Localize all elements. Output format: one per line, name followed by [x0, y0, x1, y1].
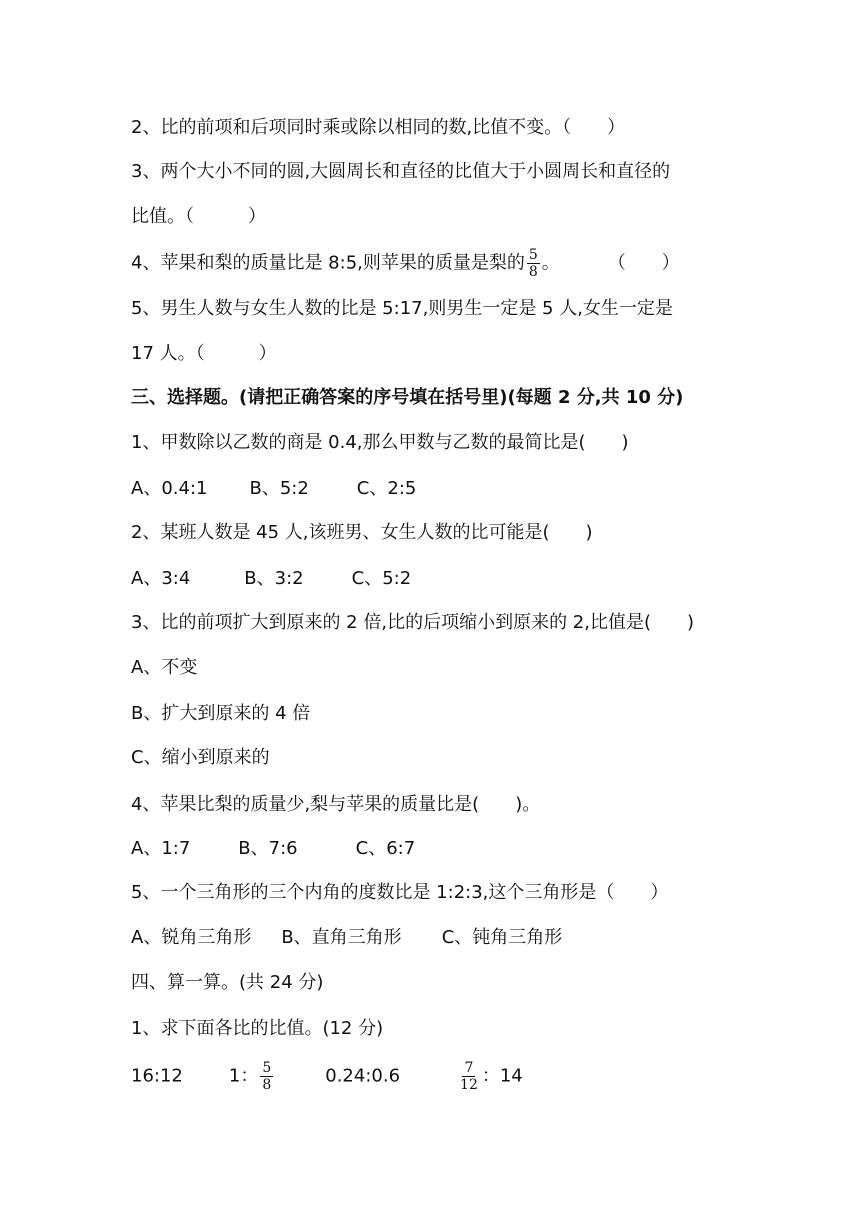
option-b: B、5:2: [249, 478, 309, 499]
option-a: A、不变: [131, 657, 198, 678]
option-a: A、1:7: [131, 838, 191, 859]
fraction-numerator: 7: [464, 1060, 474, 1076]
option-b: B、7:6: [238, 838, 298, 859]
fraction-denominator: 8: [528, 264, 538, 280]
question-3-5-options: [131, 925, 562, 951]
question-2-5-line2: 17 人。（ ）: [131, 343, 277, 364]
option-a: A、锐角三角形: [131, 927, 252, 948]
question-2-4-text: 4、苹果和梨的质量比是 8:5,则苹果的质量是梨的: [131, 252, 525, 274]
fraction-numerator: 5: [528, 247, 538, 263]
option-a: A、3:4: [131, 568, 191, 589]
question-3-3: 3、比的前项扩大到原来的 2 倍,比的后项缩小到原来的 2,比值是( ): [131, 612, 695, 633]
ratio-3: 0.24:0.6: [325, 1065, 401, 1087]
question-2-3-line1: 3、两个大小不同的圆,大圆周长和直径的比值大于小圆周长和直径的: [131, 161, 671, 182]
option-c: C、6:7: [355, 838, 416, 859]
question-2-5-line1: 5、男生人数与女生人数的比是 5:17,则男生一定是 5 人,女生一定是: [131, 298, 673, 319]
ratio-row: [131, 1060, 523, 1093]
question-3-2-options: [131, 566, 411, 592]
fraction-denominator: 8: [262, 1077, 272, 1093]
question-3-5: 5、一个三角形的三个内角的度数比是 1:2:3,这个三角形是（ ）: [131, 882, 669, 903]
option-b: B、直角三角形: [281, 927, 402, 948]
ratio-1: 16:12: [131, 1065, 183, 1087]
question-2-2: 2、比的前项和后项同时乘或除以相同的数,比值不变。（ ）: [131, 117, 626, 138]
option-a: A、0.4:1: [131, 478, 208, 499]
ratio-2-prefix: 1：: [228, 1065, 259, 1087]
question-2-4-tail: 。: [541, 252, 560, 274]
fraction-5-8: [527, 247, 540, 280]
option-b: B、扩大到原来的 4 倍: [131, 703, 311, 724]
section-4-heading: 四、算一算。(共 24 分): [131, 972, 324, 993]
answer-parentheses: （ ）: [607, 252, 680, 274]
option-b: B、3:2: [244, 568, 304, 589]
question-3-2: 2、某班人数是 45 人,该班男、女生人数的比可能是( ): [131, 522, 593, 543]
ratio-4-suffix: ：14: [481, 1065, 523, 1087]
question-4-1: 1、求下面各比的比值。(12 分): [131, 1018, 384, 1039]
option-c: C、缩小到原来的: [131, 747, 270, 768]
question-3-1: 1、甲数除以乙数的商是 0.4,那么甲数与乙数的最简比是( ): [131, 432, 629, 453]
question-2-4: [131, 247, 680, 280]
question-2-3-line2: 比值。（ ）: [131, 206, 266, 227]
option-c: C、钝角三角形: [441, 927, 563, 948]
option-c: C、5:2: [351, 568, 412, 589]
fraction-numerator: 5: [262, 1060, 272, 1076]
fraction-7-12: [458, 1060, 480, 1093]
question-3-4: 4、苹果比梨的质量少,梨与苹果的质量比是( )。: [131, 794, 541, 815]
fraction-denominator: 12: [460, 1077, 478, 1093]
section-3-heading: 三、选择题。(请把正确答案的序号填在括号里)(每题 2 分,共 10 分): [131, 387, 684, 408]
question-3-1-options: [131, 476, 416, 502]
fraction-5-8: [260, 1060, 273, 1093]
question-3-4-options: [131, 836, 415, 862]
option-c: C、2:5: [356, 478, 417, 499]
